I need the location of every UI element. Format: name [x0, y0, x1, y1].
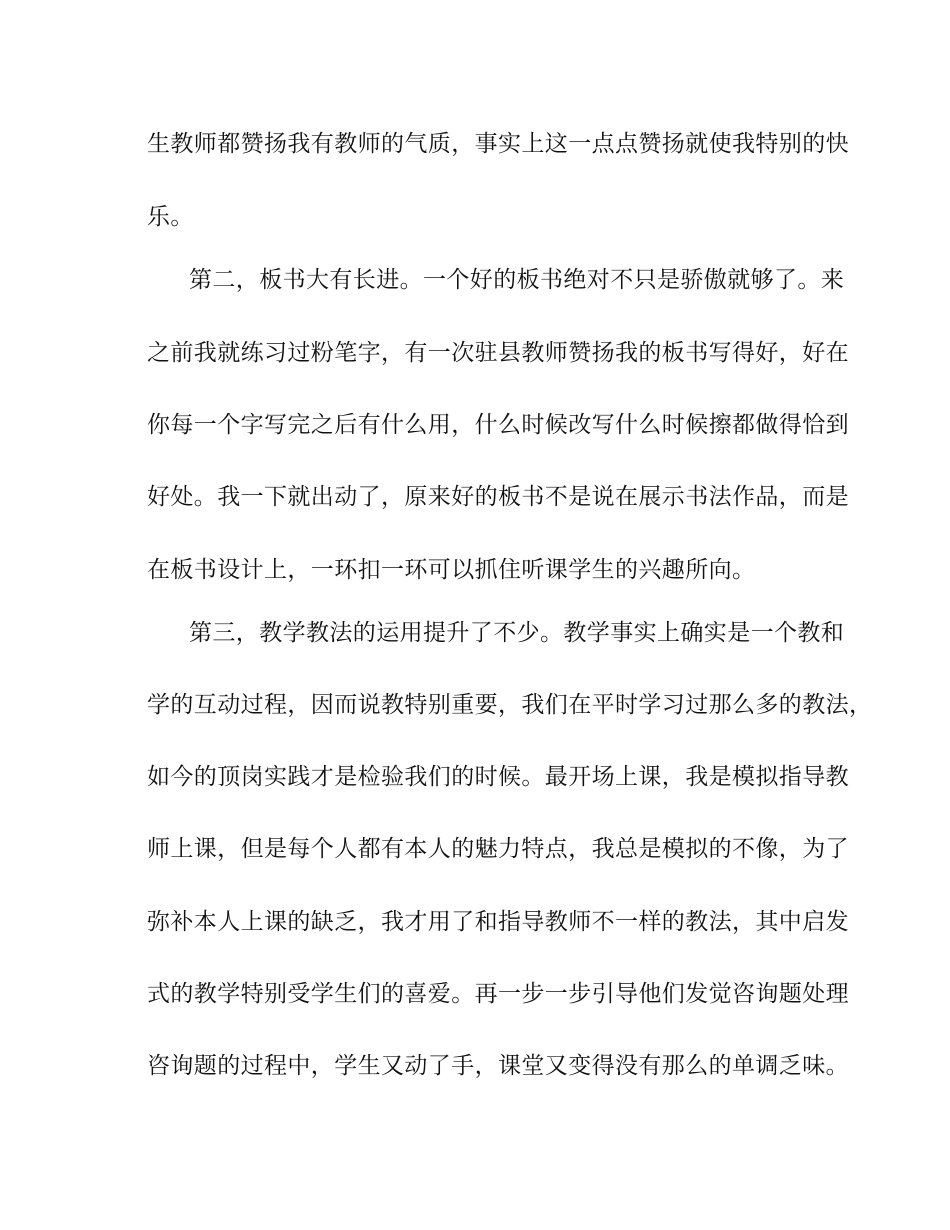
text-line: 咨询题的过程中，学生又动了手，课堂又变得没有那么的单调乏味。: [147, 1053, 849, 1079]
text-line: 如今的顶岗实践才是检验我们的时候。最开场上课，我是模拟指导教: [147, 764, 849, 790]
text-line: 师上课，但是每个人都有本人的魅力特点，我总是模拟的不像，为了: [147, 836, 849, 862]
text-line: 你每一个字写完之后有什么用，什么时候改写什么时候擦都做得恰到: [147, 412, 849, 438]
paragraph-first-line: 第二，板书大有长进。一个好的板书绝对不只是骄傲就够了。来: [189, 267, 845, 293]
text-line: 在板书设计上，一环扣一环可以抓住听课学生的兴趣所向。: [147, 557, 756, 583]
paragraph-first-line: 第三，教学教法的运用提升了不少。教学事实上确实是一个教和: [189, 620, 845, 646]
text-line: 好处。我一下就出动了，原来好的板书不是说在展示书法作品，而是: [147, 484, 849, 510]
text-line: 乐。: [147, 204, 194, 230]
text-line: 式的教学特别受学生们的喜爱。再一步一步引导他们发觉咨询题处理: [147, 981, 849, 1007]
text-line: 学的互动过程，因而说教特别重要，我们在平时学习过那么多的教法，: [147, 692, 873, 718]
text-line: 弥补本人上课的缺乏，我才用了和指导教师不一样的教法，其中启发: [147, 909, 849, 935]
text-line: 生教师都赞扬我有教师的气质，事实上这一点点赞扬就使我特别的快: [147, 131, 849, 157]
text-line: 之前我就练习过粉笔字，有一次驻县教师赞扬我的板书写得好，好在: [147, 340, 849, 366]
